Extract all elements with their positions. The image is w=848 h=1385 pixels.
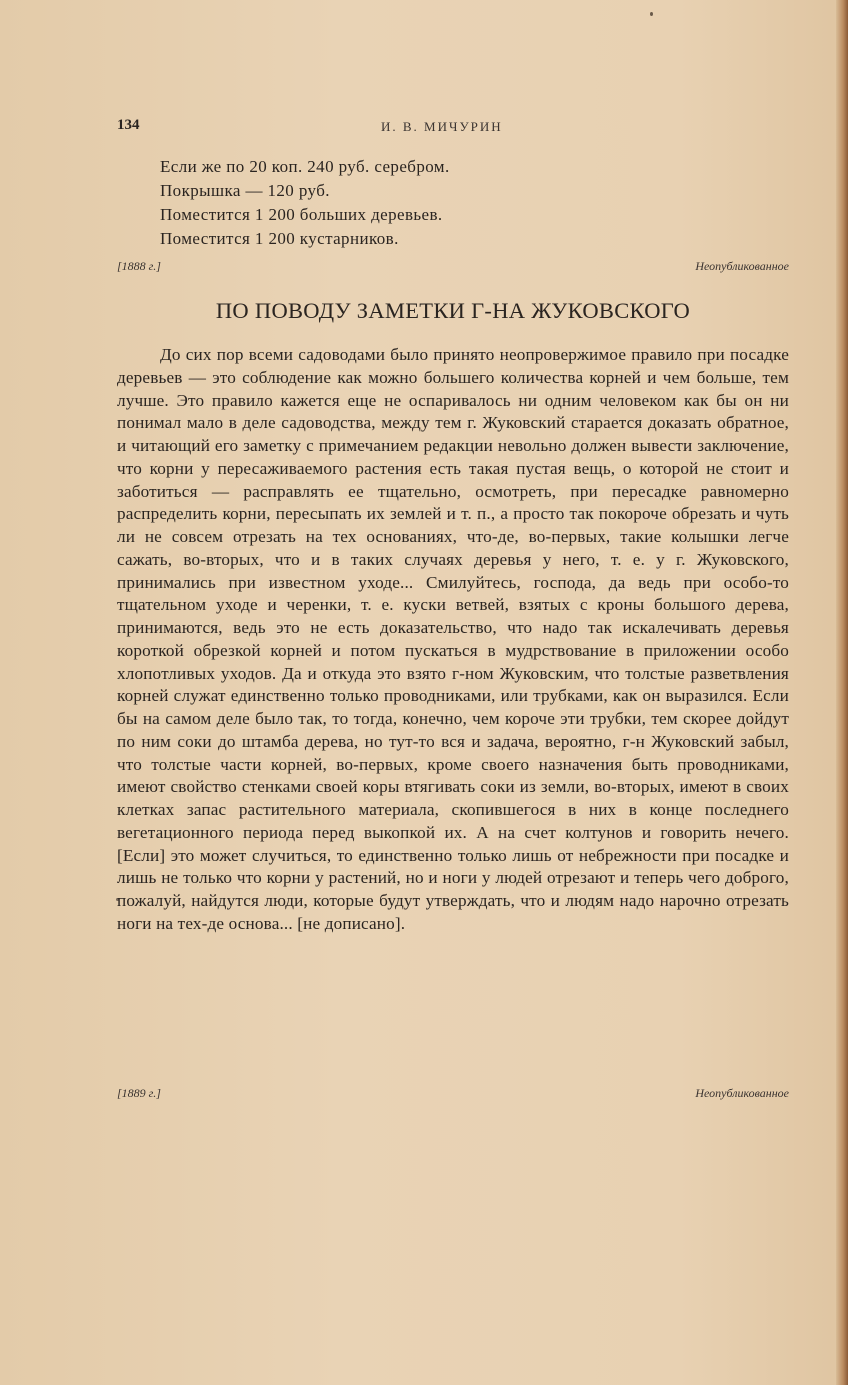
entry-line: Поместится 1 200 кустарников. [160,229,399,248]
article-title: ПО ПОВОДУ ЗАМЕТКИ Г-НА ЖУКОВСКОГО [215,298,691,323]
running-header-author: И. В. МИЧУРИН [381,119,503,134]
entry-line: Покрышка — 120 руб. [160,181,330,200]
entry-date: [1888 г.] [117,259,161,273]
previous-entry-lines [160,155,660,251]
page-edge [836,0,848,1385]
entry-line: Поместится 1 200 больших деревьев. [160,205,443,224]
article-date: [1889 г.] [117,1086,161,1100]
entry-line: Если же по 20 коп. 240 руб. серебром. [160,157,450,176]
article-status: Неопубликованное [695,1086,789,1100]
page-number: 134 [117,117,140,133]
article-body: До сих пор всеми садоводами было принято неопровержимое правило при посадке деревьев — это соблюдение как можно большего количества корней и чем больше, тем лучше. Это правило кажется еще не оспаривалось ни одним человеком как бы он ни понимал мало в деле садоводства, между тем г. Жуковский старается доказать обратное, и читающий его заметку с примечанием редакции невольно должен вывести заключение, что корни у пересаживаемого растения есть такая пустая вещь, о которой не стоит и заботиться — расправлять ее тщательно, осмотреть, при пересадке равномерно распределить корни, пересыпать их землей и т. п., а просто так покороче обрезать и чуть ли не совсем отрезать на тех основаниях, что-де, во-первых, такие колышки легче сажать, во-вторых, что и в таких случаях деревья у него, т. е. у г. Жуковского, принимались при известном уходе... Смилуйтесь, господа, да ведь при особо-то тщательном уходе и черенки, т. е. куски ветвей, взятых с кроны большого дерева, принимаются, ведь это не есть доказательство, что надо так искалечивать деревья короткой обрезкой корней и потом пускаться в мудрствование в приложении особо хлопотливых уходов. Да и откуда это взято г-ном Жуковским, что толстые разветвления корней служат единственно только проводниками, или трубками, как он выразился. Если бы на самом деле было так, то тогда, конечно, чем короче эти трубки, тем скорее дойдут по ним соки до штамба дерева, но тут-то вся и задача, вероятно, г-н Жуковский забыл, что толстые части корней, во-первых, кроме своего назначения быть проводниками, имеют свойство стенками своей коры втягивать соки из земли, во-вторых, имеют в своих клетках запас растительного материала, скопившегося в них в конце последнего вегетационного периода перед выкопкой их. А на счет колтунов и говорить нечего. [Если] это может случиться, то единственно только лишь от небрежности при посадке и лишь не только что корни у растений, но и ноги у людей отрезают и теперь чего доброго, пожалуй, найдутся люди, которые будут утверждать, что и людям надо нарочно отрезать ноги на тех-де основа... [не дописано]. [117,345,789,933]
publication-status: Неопубликованное [695,259,789,273]
print-speck [650,12,653,16]
